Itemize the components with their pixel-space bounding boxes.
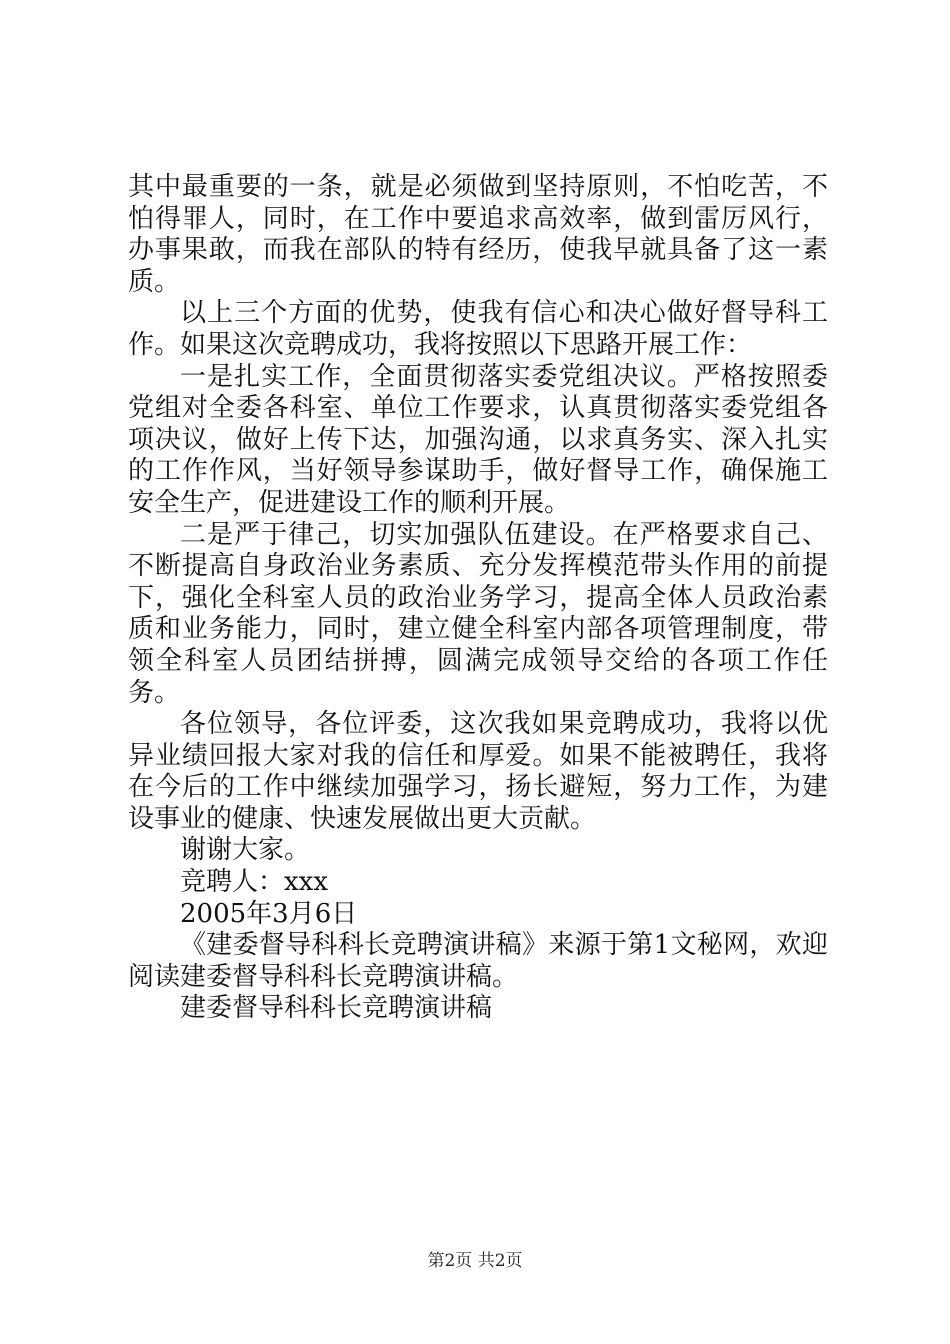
paragraph-4: 二是严于律己，切实加强队伍建设。在严格要求自己、不断提高自身政治业务素质、充分发挥模范带头作用的前提下，强化全科室人员的政治业务学习，提高全体人员政治素质和业务能力，同时，建立健全科室内部各项管理制度，带领全科室人员团结拼搏，圆满完成领导交给的各项工作任务。 — [128, 519, 828, 708]
paragraph-5: 各位领导，各位评委，这次我如果竞聘成功，我将以优异业绩回报大家对我的信任和厚爱。如果不能被聘任，我将在今后的工作中继续加强学习，扬长避短，努力工作，为建设事业的健康、快速发展做出更大贡献。 — [128, 709, 828, 834]
signature-line: 竞聘人：xxx — [180, 867, 328, 898]
document-body — [128, 172, 828, 1025]
paragraph-3: 一是扎实工作，全面贯彻落实委党组决议。严格按照委党组对全委各科室、单位工作要求，认真贯彻落实委党组各项决议，做好上传下达，加强沟通，以求真务实、深入扎实的工作作风，当好领导参谋助手，做好督导工作，确保施工安全生产，促进建设工作的顺利开展。 — [128, 361, 828, 518]
paragraph-2: 以上三个方面的优势，使我有信心和决心做好督导科工作。如果这次竞聘成功，我将按照以下思路开展工作： — [128, 298, 828, 360]
date-line: 2005年3月6日 — [180, 898, 358, 929]
document-title-footer: 建委督导科科长竞聘演讲稿 — [180, 993, 493, 1024]
page-number: 第2页 共2页 — [427, 1251, 523, 1271]
paragraph-1: 其中最重要的一条，就是必须做到坚持原则，不怕吃苦，不怕得罪人，同时，在工作中要追求高效率，做到雷厉风行，办事果敢，而我在部队的特有经历，使我早就具备了这一素质。 — [128, 172, 828, 297]
source-note: 《建委督导科科长竞聘演讲稿》来源于第1文秘网，欢迎阅读建委督导科科长竞聘演讲稿。 — [128, 930, 828, 992]
closing-thanks: 谢谢大家。 — [180, 835, 311, 866]
